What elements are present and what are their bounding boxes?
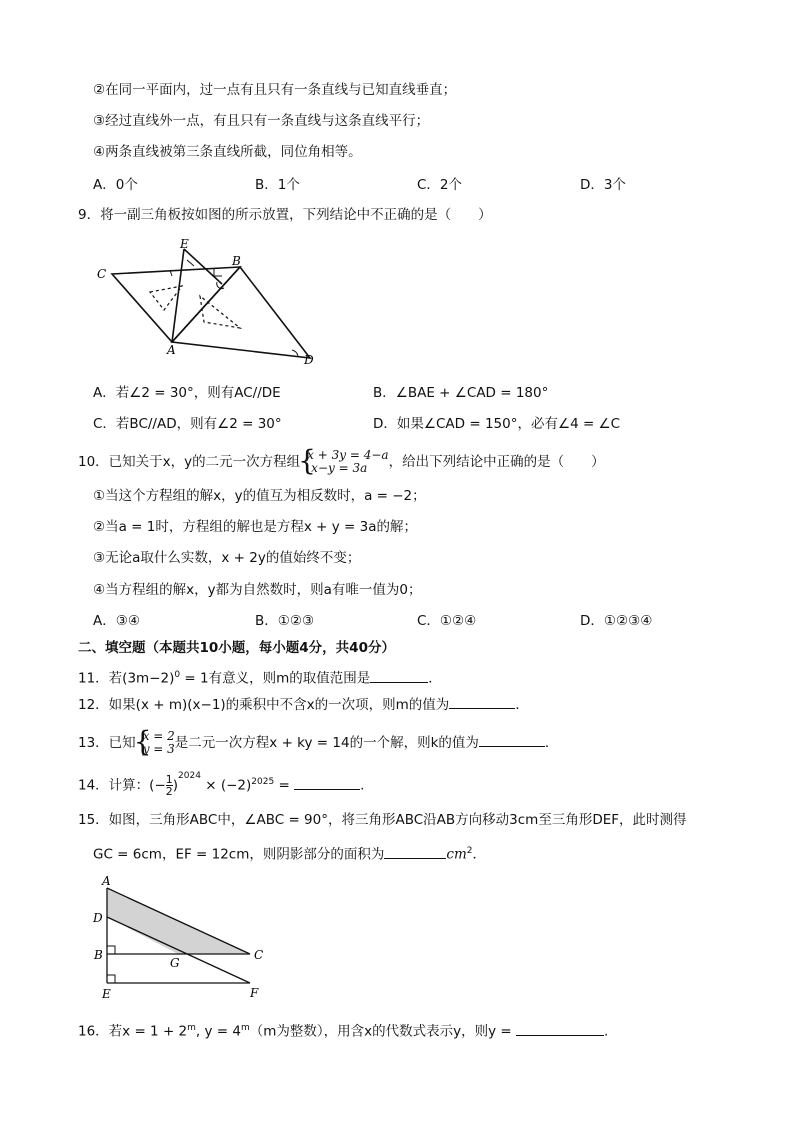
q10-stem-b: ，给出下列结论中正确的是（ ） <box>388 454 605 470</box>
q10-option-c: C．①②④ <box>417 613 477 629</box>
q15-label-a: A <box>102 874 111 888</box>
q9-label-a: A <box>167 343 176 357</box>
q10-option-d: D．①②③④ <box>580 613 653 629</box>
q15-figure <box>90 872 275 1007</box>
q9-label-e: E <box>180 237 189 251</box>
q14-answer-blank[interactable] <box>294 775 360 790</box>
q12-answer-blank[interactable] <box>449 694 515 709</box>
q14-fraction: $\frac{1}{2}$ <box>165 773 173 798</box>
q8-statement-2: ②在同一平面内，过一点有且只有一条直线与已知直线垂直； <box>93 82 457 98</box>
q9-label-b: B <box>232 254 241 268</box>
q15-line-1: 15．如图，三角形ABC中，∠ABC = 90°，将三角形ABC沿AB方向移动3cm至三角形DEF，此时测得 <box>78 812 687 828</box>
q9-option-b: B．∠BAE + ∠CAD = 180° <box>373 385 549 401</box>
q15-line-2: GC = 6cm，EF = 12cm，则阴影部分的面积为 $cm^2$． <box>93 841 486 865</box>
q8-statement-4: ④两条直线被第三条直线所截，同位角相等。 <box>93 144 362 160</box>
q9-option-d: D．如果∠CAD = 150°，必有∠4 = ∠C <box>373 416 621 432</box>
q16: 16．若$x = 1 + 2^m$, $y = 4^m(m$为整数），用含x的代数式表示y，则y = . <box>78 1018 608 1042</box>
q8-option-b: B．1个 <box>255 177 300 193</box>
q8-option-c: C．2个 <box>417 177 463 193</box>
q10-statement-3: ③无论a取什么实数，x + 2y的值始终不变； <box>93 550 361 566</box>
q9-stem: 9．将一副三角板按如图的所示放置，下列结论中不正确的是（ ） <box>78 207 492 223</box>
q11-answer-blank[interactable] <box>370 668 428 683</box>
q9-figure <box>92 236 322 366</box>
q13-equation-system: { x = 2 y = 3 <box>136 730 175 756</box>
q8-statement-3: ③经过直线外一点，有且只有一条直线与这条直线平行； <box>93 113 430 129</box>
q10-stem <box>78 449 605 475</box>
section-heading-fill-in: 二、填空题（本题共10小题，每小题4分，共40分） <box>78 640 395 656</box>
q9-line-ea <box>172 249 184 342</box>
q10-eq1: { x + 3y = 4−a <box>307 448 389 462</box>
q9-triangle-abd <box>172 267 310 358</box>
q10-option-b: B．①②③ <box>255 613 315 629</box>
q15-label-g: G <box>170 956 180 970</box>
q10-statement-2: ②当a = 1时，方程组的解也是方程x + y = 3a的解； <box>93 519 417 535</box>
q10-stem-a: 10．已知关于x，y的二元一次方程组 <box>78 454 301 470</box>
q10-eq2: x−y = 3a <box>311 461 368 475</box>
q14: 14．计算：(− $\frac{1}{2}$ )$^{2024} \times (-2)^{2025}$ = . <box>78 771 365 798</box>
q11: 11．若$(3m-2)^0 = 1$有意义，则m的取值范围是 ． <box>78 665 442 689</box>
q12: 12．如果(x + m)(x−1)的乘积中不含x的一次项，则m的值为 ． <box>78 694 529 715</box>
q8-option-d: D．3个 <box>580 177 626 193</box>
q9-option-c: C．若BC//AD，则有∠2 = 30° <box>93 416 282 432</box>
q8-option-a: A．0个 <box>93 177 138 193</box>
q13: 13．已知 { x = 2 y = 3 是二元一次方程x + ky = 14的一个解，则k的值为 ． <box>78 730 558 756</box>
q16-answer-blank[interactable] <box>516 1021 604 1036</box>
q15-label-e: E <box>102 987 111 1001</box>
q10-equation-system <box>300 449 388 475</box>
q9-label-d: D <box>304 353 314 366</box>
q15-label-c: C <box>254 948 264 962</box>
q10-option-a: A．③④ <box>93 613 140 629</box>
q9-triangle-cab <box>112 267 240 342</box>
q15-answer-blank[interactable] <box>384 844 446 859</box>
q10-statement-4: ④当方程组的解x，y都为自然数时，则a有唯一值为0； <box>93 582 422 598</box>
q15-label-d: D <box>93 911 103 925</box>
q15-label-b: B <box>94 948 103 962</box>
q10-statement-1: ①当这个方程组的解x，y的值互为相反数时，a = −2； <box>93 488 426 504</box>
q13-answer-blank[interactable] <box>479 732 545 747</box>
q9-line-e-right <box>184 249 222 284</box>
q15-label-f: F <box>250 986 259 1000</box>
q9-option-a: A．若∠2 = 30°，则有AC//DE <box>93 385 281 401</box>
q9-label-c: C <box>97 267 107 281</box>
